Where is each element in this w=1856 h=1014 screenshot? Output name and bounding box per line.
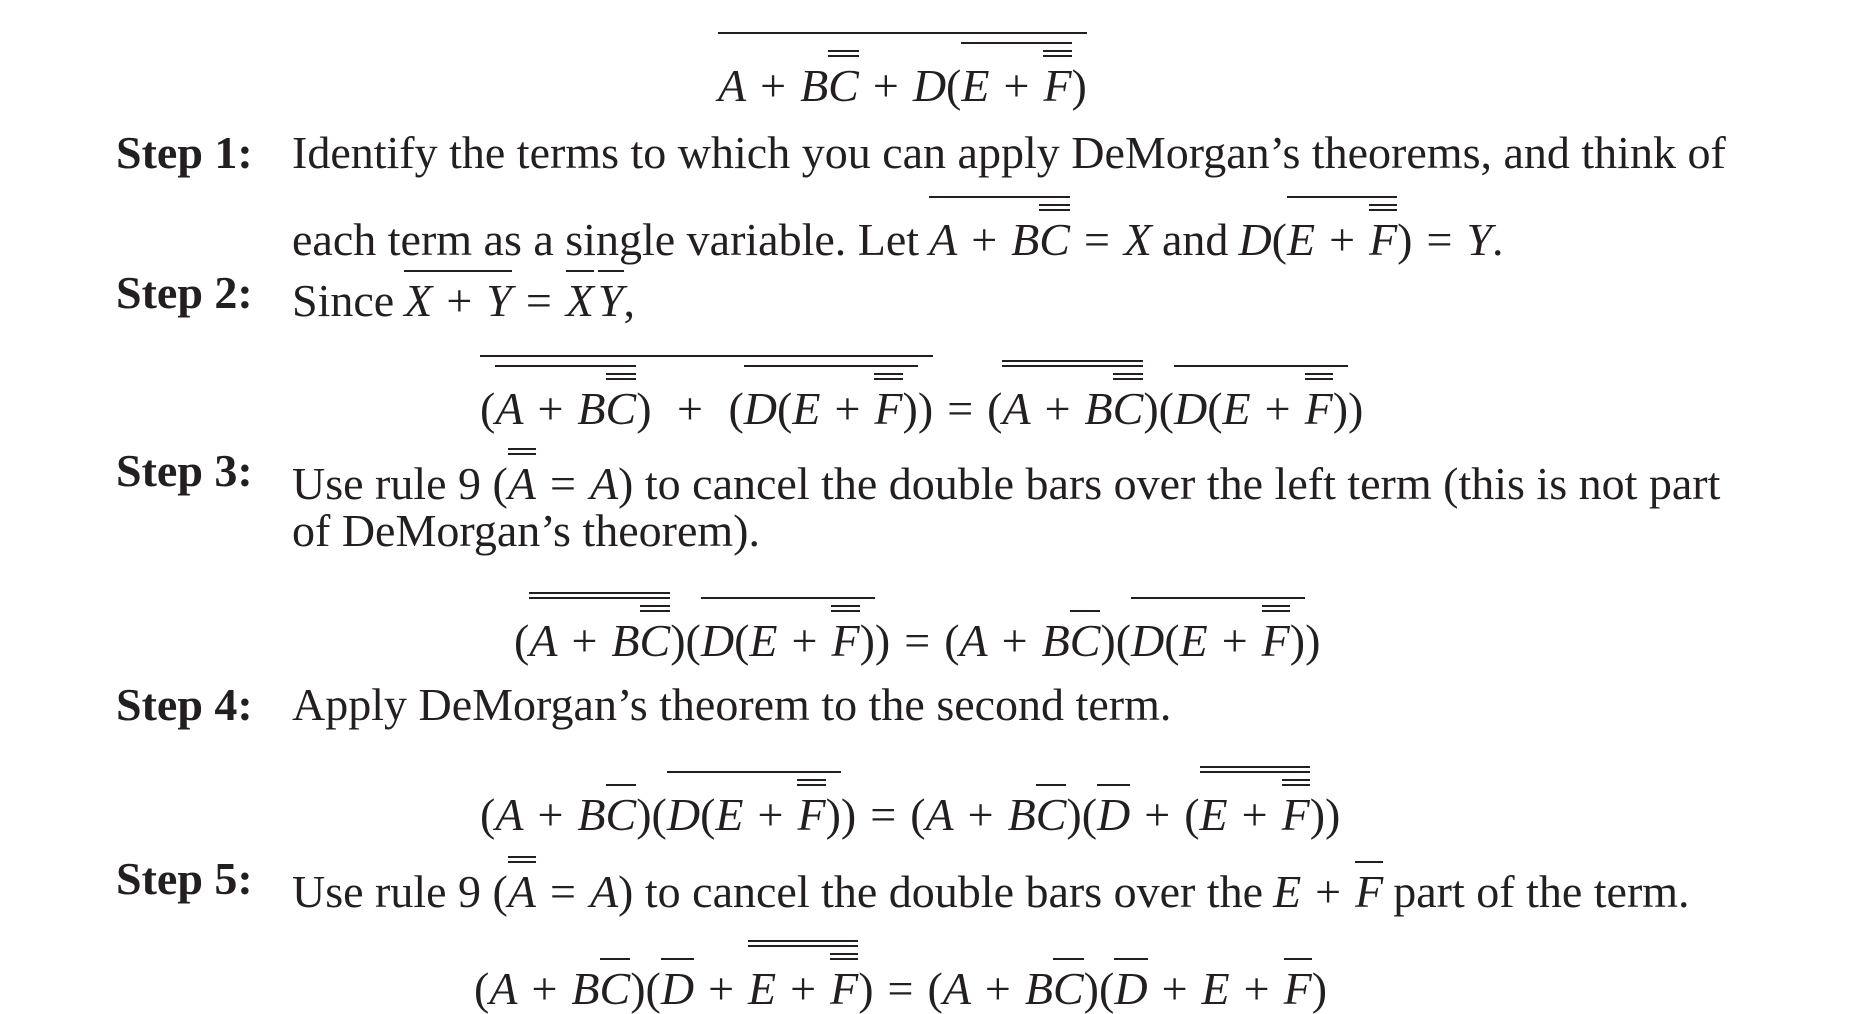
step5-line: Use rule 9 ( A = A ) to cancel the double bars over the E + F part of the term. <box>292 856 1690 915</box>
top-expression <box>718 32 1087 109</box>
step3-line1: Use rule 9 ( A = A ) to cancel the double bars over the left term (this is not part <box>292 448 1720 507</box>
step2-line: Since X + Y = X Y , <box>292 270 635 324</box>
step3-equation: ( A + BC ) ( D(E + F) ) = ( A + B C ) ( D(E + F) ) <box>514 592 1320 664</box>
step1-x-overbar: A + BC <box>929 196 1070 263</box>
step4-line: Apply DeMorgan’s theorem to the second term. <box>292 679 1172 730</box>
step5-equation: ( A + B C ) ( D + E + F ) = ( A + B C ) ( D + E + F ) <box>474 940 1327 1012</box>
step3-label: Step 3: <box>116 445 253 496</box>
step4-label: Step 4: <box>116 679 253 730</box>
step1-line2: each term as a single variable. Let A + BC = X and D ( E + F ) = Y . <box>292 196 1504 263</box>
step2-label: Step 2: <box>116 267 253 318</box>
step1-label: Step 1: <box>116 127 253 178</box>
top-expression-overbar: A + BC + D(E + F) <box>718 32 1087 109</box>
step3-line2: of DeMorgan’s theorem). <box>292 505 760 556</box>
step5-label: Step 5: <box>116 853 253 904</box>
step2-equation: (A + BC) + (D(E + F)) = ( A + BC ) ( D(E + F) ) <box>480 355 1363 432</box>
step1-line1: Identify the terms to which you can apply DeMorgan’s theorems, and think of <box>292 127 1726 178</box>
step4-equation: ( A + B C ) ( D(E + F) ) = ( A + B C ) ( D + ( E + F ) ) <box>480 766 1340 838</box>
